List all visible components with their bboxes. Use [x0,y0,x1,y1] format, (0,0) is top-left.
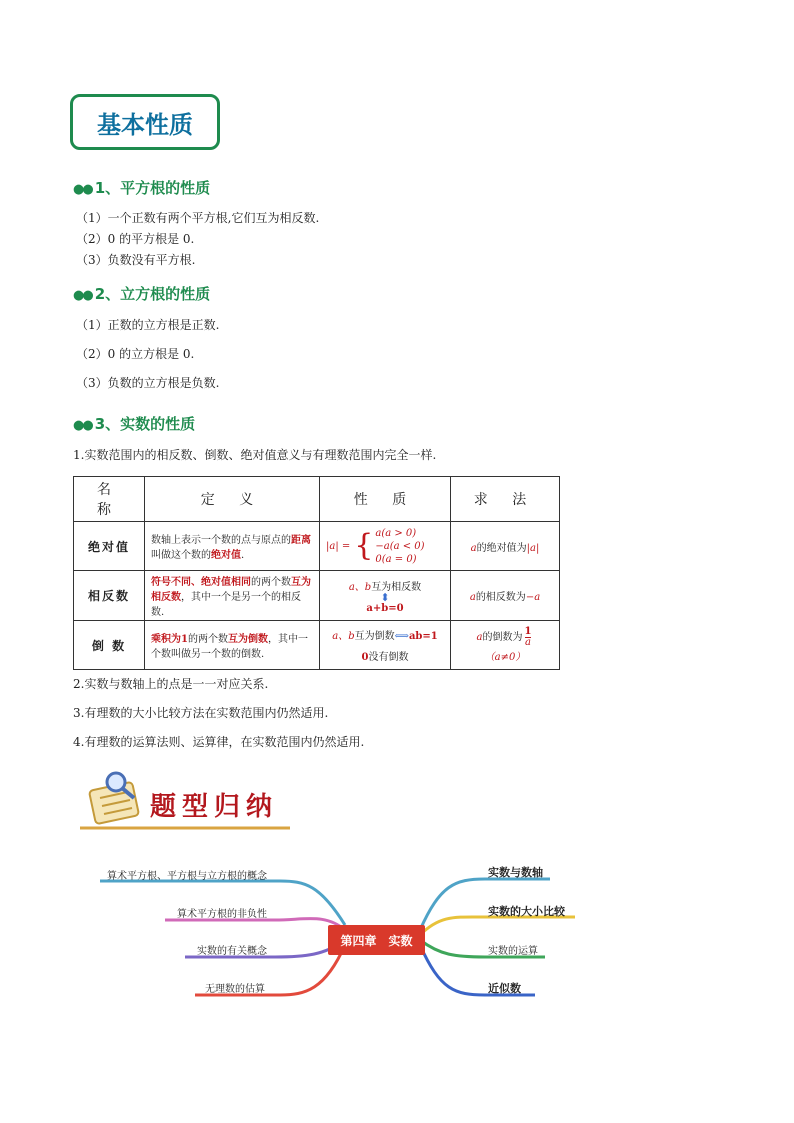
row-method: a的绝对值为|a| [451,522,560,571]
text-line: （1）正数的立方根是正数. [76,318,220,332]
mindmap-node-left: 算术平方根的非负性 [177,909,267,920]
heading-cube-root: ●● 2、立方根的性质 [73,285,211,303]
row-property: |a| = { a(a > 0) −a(a < 0) 0(a = 0) [320,522,451,571]
row-name: 绝对值 [74,522,145,571]
table-header: 名 称 [74,477,145,522]
text-line: 1.实数范围内的相反数、倒数、绝对值意义与有理数范围内完全一样. [73,448,437,462]
fraction: $\frac{1}{a}$ [524,626,532,648]
row-method: a的相反数为−a [451,571,560,621]
table-header: 求 法 [451,477,560,522]
table-row [74,522,560,571]
row-property: a、b互为相反数 ⬍ a+b=0 [320,571,451,621]
table-row [74,571,560,621]
bullet-icon: ●● [73,182,92,197]
text-line: （3）负数的立方根是负数. [76,376,220,390]
text-line: 4.有理数的运算法则、运算律，在实数范围内仍然适用. [73,735,365,749]
bullet-icon: ●● [73,418,92,433]
properties-table [73,476,560,670]
table-header-row [74,477,560,522]
heading-real-numbers: ●● 3、实数的性质 [73,415,196,433]
section-title-box [70,94,220,150]
row-property: a、b互为倒数⟺ab=1 0没有倒数 [320,621,451,670]
mindmap-node-left: 无理数的估算 [205,984,265,995]
text-line: 2.实数与数轴上的点是一一对应关系. [73,677,269,691]
row-name: 相反数 [74,571,145,621]
heading-square-root: ●● 1、平方根的性质 [73,179,211,197]
mindmap-node-left: 实数的有关概念 [197,946,267,957]
section-title: 基本性质 [97,110,193,139]
row-definition: 乘积为1的两个数互为倒数，其中一个数叫做另一个数的倒数. [145,621,320,670]
brace-icon: { [354,528,374,563]
table-header: 性 质 [320,477,451,522]
text-line: （1）一个正数有两个平方根,它们互为相反数. [76,211,320,225]
text-line: （2）0 的立方根是 0. [76,347,195,361]
row-definition: 数轴上表示一个数的点与原点的距离叫做这个数的绝对值. [145,522,320,571]
bullet-icon: ●● [73,288,92,303]
double-arrow-icon: ⟺ [394,631,409,642]
banner-title: 题型归纳 [150,792,279,822]
text-line: 3.有理数的大小比较方法在实数范围内仍然适用. [73,706,329,720]
row-method: a的倒数为 $\frac{1}{a}$ （a≠0） [451,621,560,670]
table-header: 定 义 [145,477,320,522]
text-line: （2）0 的平方根是 0. [76,232,195,246]
mindmap-node-right: 实数与数轴 [488,866,543,879]
double-arrow-icon: ⬍ [380,590,390,604]
mindmap-center-node: 第四章 实数 [328,925,425,955]
mindmap-node-left: 算术平方根、平方根与立方根的概念 [107,871,267,882]
mindmap-node-right: 实数的大小比较 [488,905,565,918]
row-name: 倒 数 [74,621,145,670]
text-line: （3）负数没有平方根. [76,253,196,267]
mindmap-node-right: 实数的运算 [488,946,538,957]
row-definition: 符号不同、绝对值相同的两个数互为相反数，其中一个是另一个的相反数. [145,571,320,621]
mindmap-node-right: 近似数 [488,982,521,995]
table-row [74,621,560,670]
notebook-magnifier-icon [89,773,139,824]
